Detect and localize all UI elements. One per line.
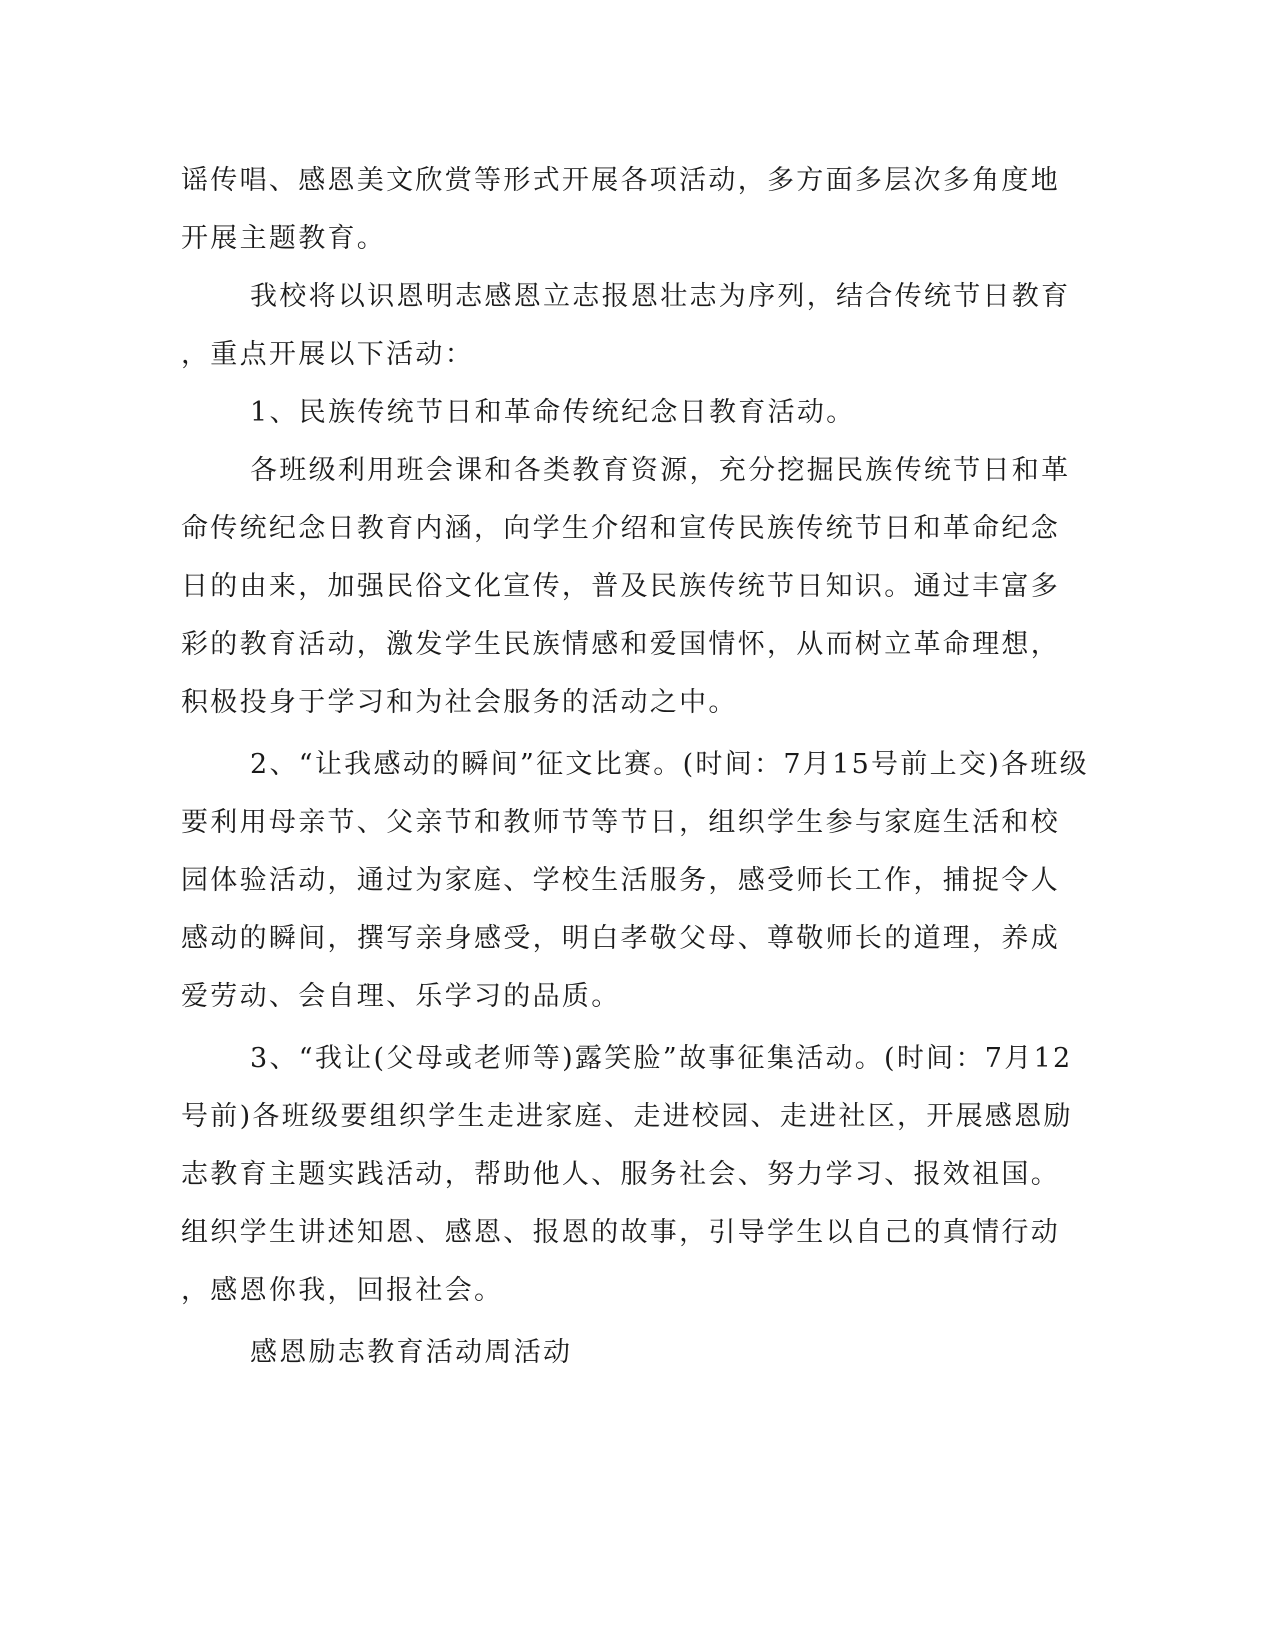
text-line: 积极投身于学习和为社会服务的活动之中。 [181, 687, 738, 718]
text-line: 命传统纪念日教育内涵，向学生介绍和宣传民族传统节日和革命纪念 [181, 513, 1060, 544]
paragraph-line: 我校将以识恩明志感恩立志报恩壮志为序列，结合传统节日教育 [250, 281, 1071, 312]
section-title: 感恩励志教育活动周活动 [250, 1337, 573, 1368]
text-line: ，重点开展以下活动： [181, 339, 474, 370]
section-heading-3: 3、“我让(父母或老师等)露笑脸”故事征集活动。(时间：7月12 [250, 1043, 1073, 1074]
text-line: 号前)各班级要组织学生走进家庭、走进校园、走进社区，开展感恩励 [181, 1101, 1073, 1132]
paragraph-line: 各班级利用班会课和各类教育资源，充分挖掘民族传统节日和革 [250, 455, 1071, 486]
section-heading-2: 2、“让我感动的瞬间”征文比赛。(时间：7月15号前上交)各班级 [250, 749, 1089, 780]
text-line: 要利用母亲节、父亲节和教师节等节日，组织学生参与家庭生活和校 [181, 807, 1060, 838]
text-line: 开展主题教育。 [181, 223, 387, 254]
text-line: 园体验活动，通过为家庭、学校生活服务，感受师长工作，捕捉令人 [181, 865, 1060, 896]
text-line: ，感恩你我，回报社会。 [181, 1275, 504, 1306]
text-line: 彩的教育活动，激发学生民族情感和爱国情怀，从而树立革命理想， [181, 629, 1060, 660]
section-heading-1: 1、民族传统节日和革命传统纪念日教育活动。 [250, 397, 856, 428]
text-line: 日的由来，加强民俗文化宣传，普及民族传统节日知识。通过丰富多 [181, 571, 1060, 602]
text-line: 爱劳动、会自理、乐学习的品质。 [181, 981, 621, 1012]
text-line: 感动的瞬间，撰写亲身感受，明白孝敬父母、尊敬师长的道理，养成 [181, 923, 1060, 954]
text-line: 谣传唱、感恩美文欣赏等形式开展各项活动，多方面多层次多角度地 [181, 165, 1060, 196]
text-line: 志教育主题实践活动，帮助他人、服务社会、努力学习、报效祖国。 [181, 1159, 1060, 1190]
text-line: 组织学生讲述知恩、感恩、报恩的故事，引导学生以自己的真情行动 [181, 1217, 1060, 1248]
